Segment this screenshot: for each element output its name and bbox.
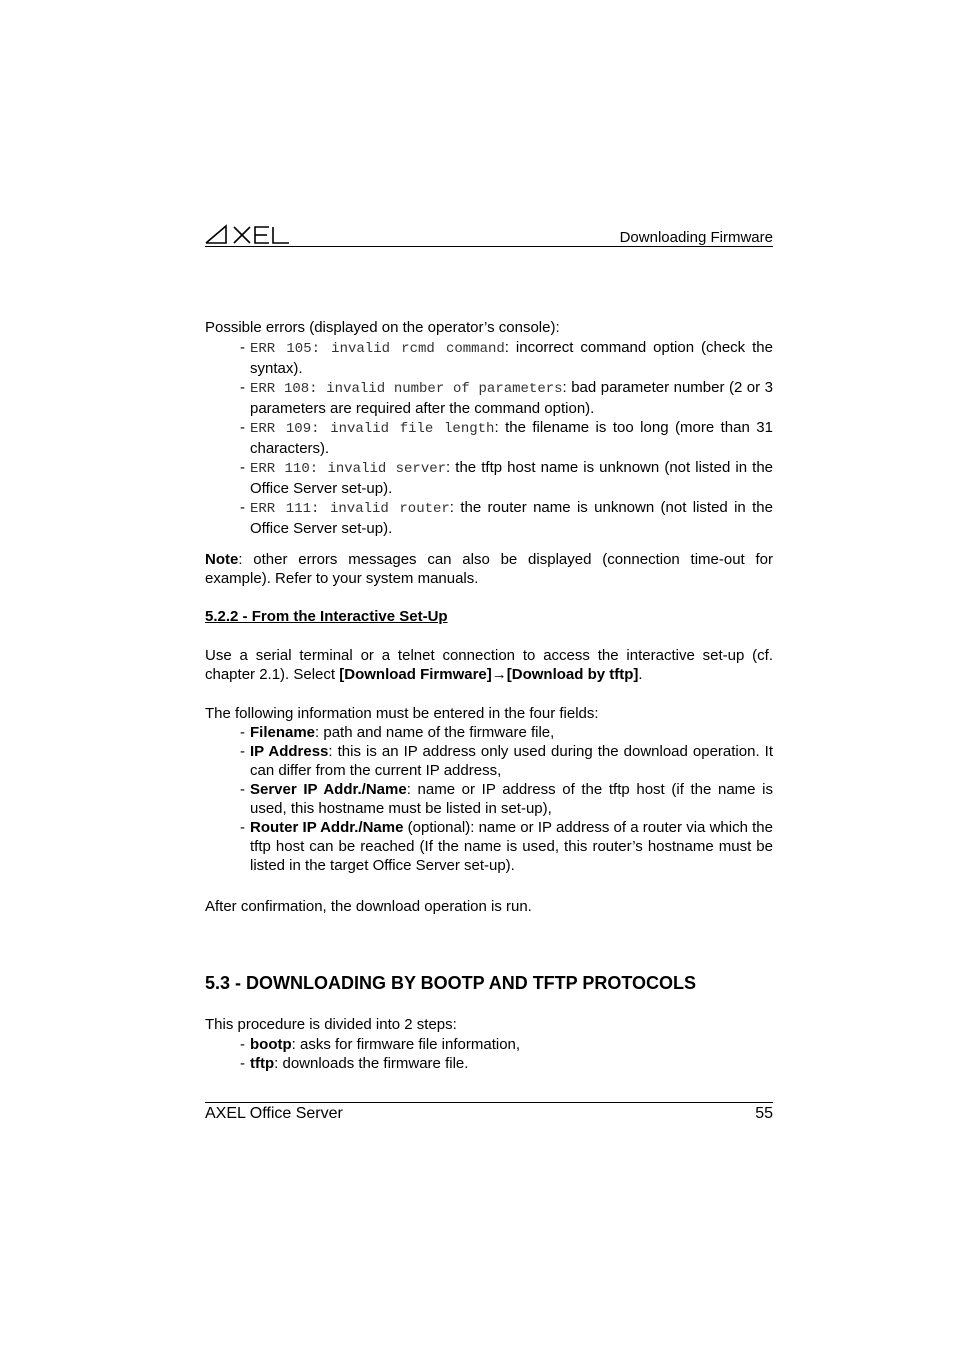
- error-list: [240, 338, 773, 538]
- arrow-icon: →: [491, 666, 507, 683]
- field-label: Filename: [250, 724, 316, 741]
- header-title: Downloading Firmware: [619, 229, 773, 246]
- after-confirmation: After confirmation, the download operation is run.: [205, 898, 532, 915]
- error-code: ERR 111: invalid router: [250, 501, 450, 517]
- list-item: - ERR 110: invalid server: the tftp host name is unknown (not listed in the Office Server set-up).: [240, 459, 774, 497]
- section-title: 5.3 - DOWNLOADING BY BOOTP AND TFTP PROTOCOLS: [205, 973, 697, 993]
- step-desc: : asks for firmware file information,: [291, 1036, 521, 1053]
- field-desc: : name or IP address of the tftp host (if the name is used, this hostname must be listed in set-up),: [250, 781, 773, 817]
- step-desc: : downloads the firmware file.: [274, 1055, 469, 1072]
- list-item: - IP Address: this is an IP address only used during the download operation. It can differ from the current IP address,: [240, 743, 773, 779]
- footer-title: AXEL Office Server: [205, 1105, 343, 1122]
- subsection-title: 5.2.2 - From the Interactive Set-Up: [205, 608, 448, 625]
- list-item: - ERR 111: invalid router: the router name is unknown (not listed in the Office Server set-up).: [240, 499, 773, 537]
- step-label: tftp: [250, 1055, 275, 1072]
- error-code: ERR 109: invalid file length: [250, 421, 495, 437]
- page-footer: [205, 1102, 773, 1125]
- error-desc: : the router name is unknown (not listed in the Office Server set-up).: [250, 499, 773, 537]
- steps-list: [240, 1035, 773, 1073]
- field-label: Server IP Addr./Name: [250, 781, 407, 798]
- list-item: - Router IP Addr./Name (optional): name or IP address of a router via which the tftp host can be reached (If the name is used, this router’s hostname must be listed in the target Office Server set-up).: [240, 819, 773, 874]
- field-desc: : this is an IP address only used during the download operation. It can differ from the current IP address,: [250, 743, 773, 779]
- field-label: Router IP Addr./Name: [250, 819, 404, 836]
- list-item: - ERR 108: invalid number of parameters: bad parameter number (2 or 3 parameters are required after the command option).: [240, 379, 773, 417]
- steps-intro: This procedure is divided into 2 steps:: [205, 1016, 457, 1033]
- list-item: - Server IP Addr./Name: name or IP address of the tftp host (if the name is used, this hostname must be listed in set-up),: [240, 781, 773, 817]
- interactive-text: Use a serial terminal or a telnet connection to access the interactive set-up (cf. chapter 2.1). Select: [205, 647, 773, 683]
- error-desc: : the tftp host name is unknown (not listed in the Office Server set-up).: [250, 459, 774, 497]
- fields-list: [240, 723, 773, 875]
- fields-intro: The following information must be entered in the four fields:: [205, 705, 599, 722]
- error-code: ERR 110: invalid server: [250, 461, 447, 477]
- page-header: [205, 222, 773, 247]
- error-code: ERR 108: invalid number of parameters: [250, 381, 563, 397]
- note-paragraph: [205, 550, 773, 588]
- page-number: 55: [755, 1105, 773, 1122]
- list-item: - tftp: downloads the firmware file.: [240, 1055, 469, 1072]
- field-desc: : path and name of the firmware file,: [315, 724, 555, 741]
- error-desc: : bad parameter number (2 or 3 parameters are required after the command option).: [250, 379, 773, 417]
- list-item: - bootp: asks for firmware file information,: [240, 1036, 521, 1053]
- list-item: - ERR 109: invalid file length: the filename is too long (more than 31 characters).: [240, 419, 773, 457]
- menu-download-firmware: [Download Firmware]: [339, 666, 492, 683]
- error-desc: : the filename is too long (more than 31 characters).: [250, 419, 773, 457]
- note-text: : other errors messages can also be displayed (connection time-out for example). Refer to your system manuals.: [205, 551, 773, 587]
- list-item: - ERR 105: invalid rcmd command: incorrect command option (check the syntax).: [240, 339, 773, 377]
- step-label: bootp: [250, 1036, 292, 1053]
- field-desc: (optional): name or IP address of a router via which the tftp host can be reached (If the name is used, this router’s hostname must be listed in the target Office Server set-up).: [250, 819, 773, 874]
- note-label: Note: [205, 551, 239, 568]
- error-code: ERR 105: invalid rcmd command: [250, 341, 505, 357]
- error-desc: : incorrect command option (check the syntax).: [250, 339, 773, 377]
- errors-intro: Possible errors (displayed on the operator’s console):: [205, 319, 560, 336]
- axel-logo: [205, 224, 289, 244]
- field-label: IP Address: [250, 743, 329, 760]
- list-item: - Filename: path and name of the firmware file,: [240, 724, 555, 741]
- interactive-paragraph: Use a serial terminal or a telnet connection to access the interactive set-up (cf. chapter 2.1). Select [Download Firmware]→[Download by tftp].: [205, 647, 773, 683]
- menu-download-by-tftp: [Download by tftp]: [506, 666, 639, 683]
